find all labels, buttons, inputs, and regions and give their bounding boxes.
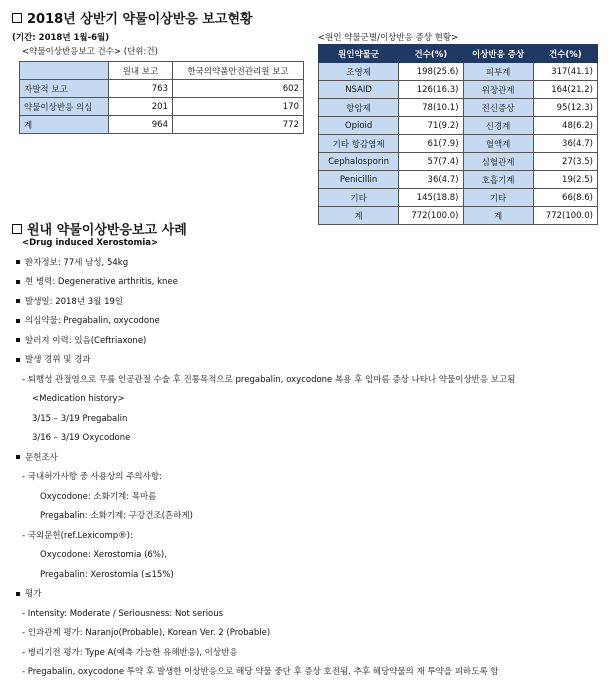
cell-value: 772 bbox=[173, 116, 304, 134]
table-header-row bbox=[319, 45, 598, 63]
table-header-cell: 건수(%) bbox=[533, 45, 597, 63]
list-item bbox=[16, 585, 601, 605]
count-cell: 317(41.1) bbox=[533, 63, 597, 81]
cell-value: 964 bbox=[109, 116, 173, 134]
count-cell: 126(16.3) bbox=[399, 81, 463, 99]
list-item bbox=[16, 254, 601, 274]
table-row bbox=[20, 80, 304, 98]
section2-title-text: 원내 약물이상반응보고 사례 bbox=[27, 223, 187, 238]
table-row bbox=[319, 189, 598, 207]
bullet-icon bbox=[16, 338, 20, 342]
count-cell: 198(25.6) bbox=[399, 63, 463, 81]
bullet-icon bbox=[16, 455, 20, 459]
drug-cell: 조영제 bbox=[319, 63, 399, 81]
bullet-icon bbox=[16, 592, 20, 596]
count-cell: 27(3.5) bbox=[533, 153, 597, 171]
list-item bbox=[16, 351, 601, 371]
table-row bbox=[20, 116, 304, 134]
count-cell: 164(21.2) bbox=[533, 81, 597, 99]
symptom-cell: 기타 bbox=[463, 189, 533, 207]
case-report-body bbox=[16, 234, 601, 683]
cell-value: 763 bbox=[109, 80, 173, 98]
bullet-icon bbox=[16, 280, 20, 284]
row-label: 약물이상반응 의심 bbox=[20, 98, 109, 116]
count-cell: 71(9.2) bbox=[399, 117, 463, 135]
symptom-cell: 위장관계 bbox=[463, 81, 533, 99]
list-item-text: 현 병력: Degenerative arthritis, knee bbox=[25, 277, 178, 287]
table-row bbox=[319, 63, 598, 81]
list-item-text: 평가 bbox=[25, 589, 42, 599]
count-cell: 36(4.7) bbox=[533, 135, 597, 153]
section1-title-text: 2018년 상반기 약물이상반응 보고현황 bbox=[27, 12, 253, 27]
literature-line: Pregabalin: Xerostomia (≤15%) bbox=[40, 569, 174, 580]
table-row bbox=[319, 135, 598, 153]
drug-cell: Penicillin bbox=[319, 171, 399, 189]
bullet-icon bbox=[16, 319, 20, 323]
table1-caption: <약물이상반응보고 건수> (단위:건) bbox=[22, 47, 158, 57]
table-header-row bbox=[20, 62, 304, 80]
table-header-cell: 원내 보고 bbox=[109, 62, 173, 80]
bullet-icon bbox=[16, 358, 20, 362]
symptom-cell: 피부계 bbox=[463, 63, 533, 81]
count-cell: 95(12.3) bbox=[533, 99, 597, 117]
list-item bbox=[16, 449, 601, 469]
count-cell: 48(6.2) bbox=[533, 117, 597, 135]
table-row bbox=[319, 81, 598, 99]
list-item-text: 의심약물: Pregabalin, oxycodone bbox=[25, 316, 160, 326]
drug-cell: 계 bbox=[319, 207, 399, 225]
list-item bbox=[16, 312, 601, 332]
count-cell: 78(10.1) bbox=[399, 99, 463, 117]
table2-caption: <원인 약물군별/이상반응 증상 현황> bbox=[318, 33, 459, 43]
course-text: - 퇴행성 관절염으로 무릎 인공관절 수술 후 진통목적으로 pregabalin, oxycodone 복용 후 입마름 증상 나타나 약물이상반응 보고됨 bbox=[22, 374, 516, 385]
checkbox-square-icon bbox=[12, 13, 22, 23]
table-row bbox=[319, 99, 598, 117]
period-text: (기간: 2018년 1월-6월) bbox=[12, 33, 110, 43]
count-cell: 145(18.8) bbox=[399, 189, 463, 207]
cell-value: 201 bbox=[109, 98, 173, 116]
symptom-cell: 계 bbox=[463, 207, 533, 225]
row-label: 자발적 보고 bbox=[20, 80, 109, 98]
count-cell: 36(4.7) bbox=[399, 171, 463, 189]
evaluation-line: - Intensity: Moderate / Seriousness: Not serious bbox=[22, 608, 224, 619]
symptom-cell: 호흡기계 bbox=[463, 171, 533, 189]
literature-line: - 국외문헌(ref.Lexicomp®): bbox=[22, 530, 133, 541]
drug-symptom-table bbox=[318, 44, 598, 225]
table-row bbox=[319, 117, 598, 135]
drug-cell: 항암제 bbox=[319, 99, 399, 117]
table-header-cell bbox=[20, 62, 109, 80]
symptom-cell: 신경계 bbox=[463, 117, 533, 135]
literature-line: Pregabalin: 소화기계: 구강건조(흔하게) bbox=[40, 511, 193, 521]
row-label: 계 bbox=[20, 116, 109, 134]
list-item bbox=[16, 293, 601, 313]
list-item-text: 알러지 이력: 있음(Ceftriaxone) bbox=[25, 335, 147, 346]
count-cell: 772(100.0) bbox=[399, 207, 463, 225]
drug-cell: 기타 항감염제 bbox=[319, 135, 399, 153]
table-row bbox=[319, 171, 598, 189]
list-item bbox=[16, 273, 601, 293]
bullet-icon bbox=[16, 260, 20, 264]
evaluation-line: - Pregabalin, oxycodone 투약 후 발생한 이상반응으로 해당 약물 중단 후 증상 호전됨. 추후 해당약물의 재 투약을 피하도록 함 bbox=[22, 667, 499, 677]
symptom-cell: 전신증상 bbox=[463, 99, 533, 117]
count-cell: 57(7.4) bbox=[399, 153, 463, 171]
table-header-cell: 건수(%) bbox=[399, 45, 463, 63]
report-count-table bbox=[19, 61, 304, 134]
table-row bbox=[20, 98, 304, 116]
table-header-cell: 한국의약품안전관리원 보고 bbox=[173, 62, 304, 80]
checkbox-square-icon bbox=[12, 224, 22, 234]
list-item-text: 발생 경위 및 경과 bbox=[25, 355, 91, 365]
literature-line: Oxycodone: 소화기계: 목마름 bbox=[40, 491, 157, 502]
medication-line: 3/16 – 3/19 Oxycodone bbox=[32, 433, 131, 443]
symptom-cell: 심혈관계 bbox=[463, 153, 533, 171]
literature-line: - 국내허가사항 중 사용상의 주의사항: bbox=[22, 472, 162, 482]
section1-title bbox=[12, 8, 253, 27]
table-header-cell: 원인약물군 bbox=[319, 45, 399, 63]
drug-cell: NSAID bbox=[319, 81, 399, 99]
medication-line: 3/15 – 3/19 Pregabalin bbox=[32, 413, 128, 424]
count-cell: 61(7.9) bbox=[399, 135, 463, 153]
count-cell: 19(2.5) bbox=[533, 171, 597, 189]
literature-line: Oxycodone: Xerostomia (6%), bbox=[40, 550, 167, 560]
medication-history-label: <Medication history> bbox=[32, 394, 125, 404]
list-item-text: 환자정보: 77세 남성, 54kg bbox=[25, 257, 129, 268]
count-cell: 772(100.0) bbox=[533, 207, 597, 225]
table-header-cell: 이상반응 증상 bbox=[463, 45, 533, 63]
cell-value: 602 bbox=[173, 80, 304, 98]
count-cell: 66(8.6) bbox=[533, 189, 597, 207]
drug-cell: Cephalosporin bbox=[319, 153, 399, 171]
bullet-icon bbox=[16, 299, 20, 303]
list-item-text: 발생일: 2018년 3월 19일 bbox=[25, 296, 124, 307]
symptom-cell: 혈액계 bbox=[463, 135, 533, 153]
evaluation-line: - 병리기전 평가: Type A(예측 가능한 유해반응), 이상반응 bbox=[22, 647, 238, 658]
evaluation-line: - 인과관계 평가: Naranjo(Probable), Korean Ver. 2 (Probable) bbox=[22, 628, 271, 638]
table-row bbox=[319, 207, 598, 225]
table-row bbox=[319, 153, 598, 171]
list-item-text: 문헌조사 bbox=[25, 452, 58, 463]
drug-cell: Opioid bbox=[319, 117, 399, 135]
drug-cell: 기타 bbox=[319, 189, 399, 207]
case-title: <Drug induced Xerostomia> bbox=[22, 238, 159, 248]
list-item bbox=[16, 332, 601, 352]
cell-value: 170 bbox=[173, 98, 304, 116]
